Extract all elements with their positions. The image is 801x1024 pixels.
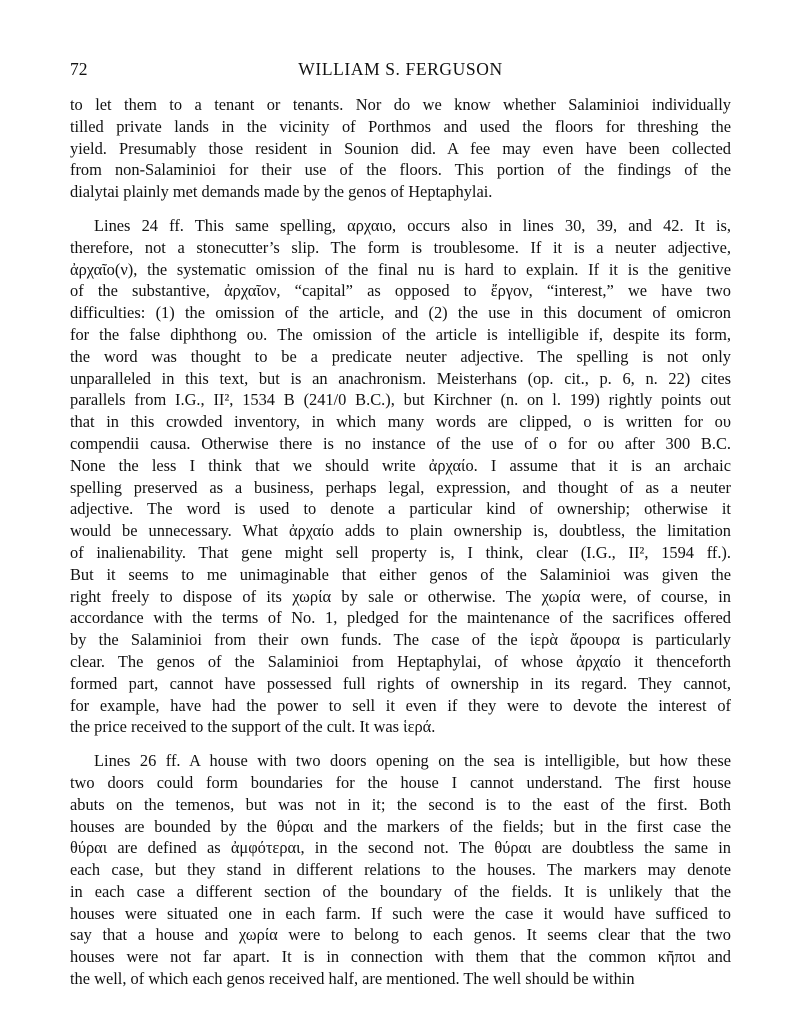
text-line: spelling preserved as a business, perhaps legal, expression, and thought of as a neuter [70,477,731,497]
text-line: the well, of which each genos received half, are mentioned. The well should be within [70,969,635,989]
text-line: parallels from I.G., II², 1534 B (241/0 B.C.), but Kirchner (n. on l. 199) rightly points out [70,390,731,410]
paragraph-2 [70,215,731,738]
text-line: yield. Presumably those resident in Sounion did. A fee may even have been collected [70,138,731,158]
text-line: in each case a different section of the boundary of the fields. It is unlikely that the [70,881,731,901]
text-line: by the Salaminioi from their own funds. The case of the ἱερὰ ἄρουρα is particularly [70,630,731,650]
text-line: dialytai plainly met demands made by the genos of Heptaphylai. [70,182,493,202]
text-line: compendii causa. Otherwise there is no instance of the use of ο for ου after 300 B.C. [70,433,731,453]
text-line: the word was thought to be a predicate neuter adjective. The spelling is not only [70,346,731,366]
text-line: accordance with the terms of No. 1, pledged for the maintenance of the sacrifices offered [70,608,731,628]
text-line: right freely to dispose of its χωρία by sale or otherwise. The χωρία were, of course, in [70,586,731,606]
text-line: abuts on the temenos, but was not in it; the second is to the east of the first. Both [70,794,731,814]
text-line: that in this crowded inventory, in which many words are clipped, ο is written for ου [70,412,731,432]
text-line: for the false diphthong ου. The omission of the article is intelligible if, despite its form, [70,324,731,344]
text-line: two doors could form boundaries for the house I cannot understand. The first house [70,772,731,792]
text-line: difficulties: (1) the omission of the article, and (2) the use in this document of omicron [70,303,731,323]
text-line: ἀρχαῖο(ν), the systematic omission of the final nu is hard to explain. If it is the genitive [70,259,731,279]
text-line: of the substantive, ἀρχαῖον, “capital” as opposed to ἔργον, “interest,” we have two [70,281,731,301]
text-line: Lines 24 ff. This same spelling, αρχαιο, occurs also in lines 30, 39, and 42. It is, [94,215,731,235]
text-line: unparalleled in this text, but is an anachronism. Meisterhans (op. cit., p. 6, n. 22) cites [70,368,731,388]
text-line: of inalienability. That gene might sell property is, I think, clear (I.G., II², 1594 ff.). [70,542,731,562]
text-line: from non-Salaminioi for their use of the floors. This portion of the findings of the [70,160,731,180]
text-line: But it seems to me unimaginable that either genos of the Salaminioi was given the [70,564,731,584]
page-number: 72 [70,59,88,79]
text-line: houses are bounded by the θύραι and the markers of the fields; but in the first case the [70,816,731,836]
paragraph-3 [70,750,731,990]
text-line: houses were not far apart. It is in connection with them that the common κῆποι and [70,947,731,967]
text-line: the price received to the support of the cult. It was ἱερά. [70,717,436,737]
running-head [70,57,731,81]
paragraph-1 [70,94,731,203]
text-line: to let them to a tenant or tenants. Nor do we know whether Salaminioi individually [70,95,731,114]
running-title: WILLIAM S. FERGUSON [298,59,503,79]
body-text [70,94,731,1002]
text-line: say that a house and χωρία were to belong to each genos. It seems clear that the two [70,925,731,945]
text-line: for example, have had the power to sell it even if they were to devote the interest of [70,695,731,715]
text-line: each case, but they stand in different relations to the houses. The markers may denote [70,860,731,880]
text-line: therefore, not a stonecutter’s slip. The form is troublesome. If it is a neuter adjective, [70,237,731,257]
text-line: houses were situated one in each farm. If such were the case it would have sufficed to [70,903,731,923]
text-line: Lines 26 ff. A house with two doors opening on the sea is intelligible, but how these [94,751,731,771]
text-line: adjective. The word is used to denote a particular kind of ownership; otherwise it [70,499,731,519]
text-line: θύραι are defined as ἀμφότεραι, in the second not. The θύραι are doubtless the same in [70,838,731,858]
text-line: tilled private lands in the vicinity of Porthmos and used the floors for threshing the [70,116,731,136]
text-line: None the less I think that we should write ἀρχαίο. I assume that it is an archaic [70,455,731,475]
text-line: formed part, cannot have possessed full rights of ownership in its regard. They cannot, [70,673,731,693]
text-line: would be unnecessary. What ἀρχαίο adds to plain ownership is, doubtless, the limitation [70,521,731,541]
text-line: clear. The genos of the Salaminioi from Heptaphylai, of whose ἀρχαίο it thenceforth [70,651,731,671]
